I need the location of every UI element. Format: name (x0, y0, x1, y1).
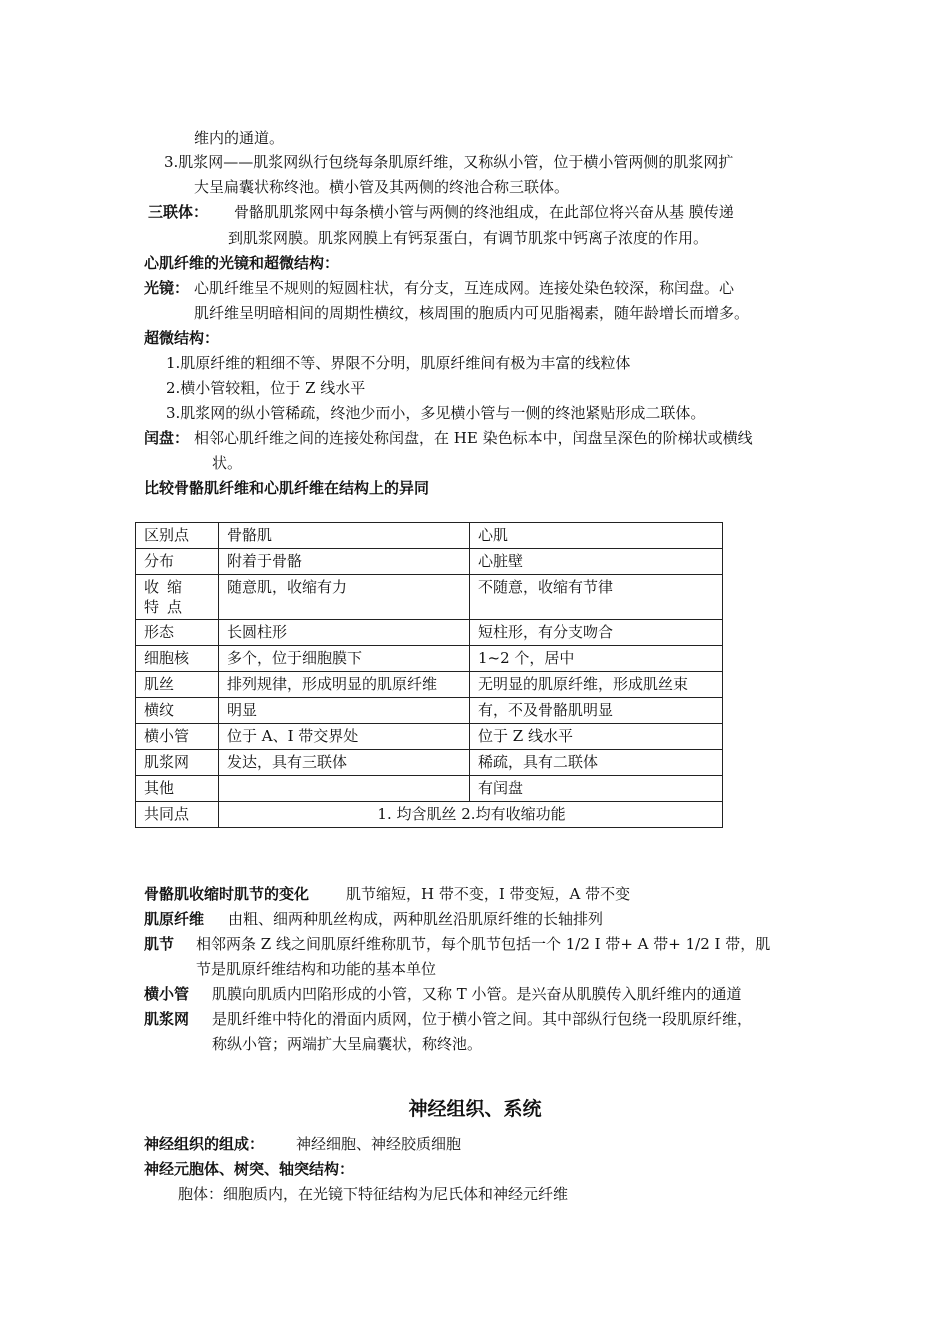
table-cell: 其他 (136, 776, 219, 802)
table-cell: 肌丝 (136, 672, 219, 698)
table-cell: 骨骼肌 (219, 523, 470, 549)
table-cell: 稀疏，具有二联体 (470, 750, 723, 776)
term-definition: 是肌纤维中特化的滑面内质网，位于横小管之间。其中部纵行包绕一段肌原纤维， (212, 1010, 753, 1028)
table-cell: 有，不及骨骼肌明显 (470, 698, 723, 724)
term-label: 肌原纤维 (144, 910, 205, 928)
table-cell: 随意肌，收缩有力 (219, 575, 470, 620)
section-heading: 比较骨骼肌纤维和心肌纤维在结构上的异同 (144, 479, 430, 497)
term-label: 横小管 (144, 985, 190, 1003)
term-definition: 称纵小管；两端扩大呈扁囊状，称终池。 (212, 1035, 483, 1053)
table-cell: 横纹 (136, 698, 219, 724)
term-label: 肌浆网 (144, 1010, 190, 1028)
term-label: 光镜： (144, 279, 190, 297)
term-definition: 相邻心肌纤维之间的连接处称闰盘，在 HE 染色标本中，闰盘呈深色的阶梯状或横线 (194, 429, 753, 447)
list-item: 2.横小管较粗，位于 Z 线水平 (166, 379, 366, 397)
table-cell: 1. 均含肌丝 2.均有收缩功能 (219, 802, 723, 828)
table-row (136, 523, 723, 549)
term-label: 闰盘： (144, 429, 190, 447)
section-title: 神经组织、系统 (408, 1098, 542, 1120)
list-item: 1.肌原纤维的粗细不等、界限不分明，肌原纤维间有极为丰富的线粒体 (166, 354, 631, 372)
term-definition: 到肌浆网膜。肌浆网膜上有钙泵蛋白，有调节肌浆中钙离子浓度的作用。 (228, 229, 709, 247)
table-cell: 肌浆网 (136, 750, 219, 776)
table-cell: 无明显的肌原纤维，形成肌丝束 (470, 672, 723, 698)
text-line: 维内的通道。 (194, 129, 285, 147)
table-cell: 排列规律，形成明显的肌原纤维 (219, 672, 470, 698)
text-line: 3.肌浆网——肌浆网纵行包绕每条肌原纤维，又称纵小管，位于横小管两侧的肌浆网扩 (164, 153, 734, 171)
term-definition: 肌膜向肌质内凹陷形成的小管，又称 T 小管。是兴奋从肌膜传入肌纤维内的通道 (212, 985, 742, 1003)
term-label: 超微结构： (144, 329, 220, 347)
table-row (136, 646, 723, 672)
table-row (136, 575, 723, 620)
table-row (136, 698, 723, 724)
table-cell: 收缩特点 (136, 575, 219, 620)
table-cell: 心肌 (470, 523, 723, 549)
term-definition: 神经细胞、神经胶质细胞 (296, 1135, 462, 1153)
table-cell: 短柱形，有分支吻合 (470, 620, 723, 646)
term-definition: 由粗、细两种肌丝构成，两种肌丝沿肌原纤维的长轴排列 (228, 910, 604, 928)
table-cell: 多个，位于细胞膜下 (219, 646, 470, 672)
table-row (136, 776, 723, 802)
table-cell: 有闰盘 (470, 776, 723, 802)
table-row (136, 750, 723, 776)
table-row (136, 620, 723, 646)
table-cell: 位于 Z 线水平 (470, 724, 723, 750)
table-cell: 位于 A、I 带交界处 (219, 724, 470, 750)
table-row (136, 549, 723, 575)
term-definition: 心肌纤维呈不规则的短圆柱状，有分支，互连成网。连接处染色较深，称闰盘。心 (194, 279, 735, 297)
table-cell: 共同点 (136, 802, 219, 828)
section-heading: 心肌纤维的光镜和超微结构： (144, 254, 340, 272)
table-row (136, 672, 723, 698)
table-cell: 细胞核 (136, 646, 219, 672)
term-definition: 骨骼肌肌浆网中每条横小管与两侧的终池组成，在此部位将兴奋从基 膜传递 (234, 203, 734, 221)
table-cell: 长圆柱形 (219, 620, 470, 646)
table-cell: 分布 (136, 549, 219, 575)
table-cell: 不随意，收缩有节律 (470, 575, 723, 620)
table-cell (219, 776, 470, 802)
term-definition: 肌节缩短，H 带不变，I 带变短，A 带不变 (346, 885, 631, 903)
table-cell: 形态 (136, 620, 219, 646)
table-row (136, 724, 723, 750)
text-line: 大呈扁囊状称终池。横小管及其两侧的终池合称三联体。 (194, 178, 570, 196)
term-label: 肌节 (144, 935, 175, 953)
term-definition: 肌纤维呈明暗相间的周期性横纹，核周围的胞质内可见脂褐素，随年龄增长而增多。 (194, 304, 750, 322)
text-line: 胞体：细胞质内，在光镜下特征结构为尼氏体和神经元纤维 (178, 1185, 569, 1203)
table-cell: 横小管 (136, 724, 219, 750)
term-label: 神经组织的组成： (144, 1135, 265, 1153)
term-definition: 节是肌原纤维结构和功能的基本单位 (196, 960, 437, 978)
term-definition: 相邻两条 Z 线之间肌原纤维称肌节，每个肌节包括一个 1/2 I 带+ A 带+ 1/2 I 带，肌 (196, 935, 771, 953)
table-cell: 区别点 (136, 523, 219, 549)
table-row (136, 802, 723, 828)
term-definition: 状。 (212, 454, 243, 472)
list-item: 3.肌浆网的纵小管稀疏，终池少而小，多见横小管与一侧的终池紧贴形成二联体。 (166, 404, 706, 422)
section-heading: 神经元胞体、树突、轴突结构： (144, 1160, 355, 1178)
term-label: 三联体： (148, 203, 209, 221)
table-cell: 心脏壁 (470, 549, 723, 575)
table-cell: 明显 (219, 698, 470, 724)
table-cell: 1~2 个，居中 (470, 646, 723, 672)
comparison-table (135, 522, 723, 828)
table-cell: 发达，具有三联体 (219, 750, 470, 776)
term-label: 骨骼肌收缩时肌节的变化 (144, 885, 310, 903)
table-cell: 附着于骨骼 (219, 549, 470, 575)
